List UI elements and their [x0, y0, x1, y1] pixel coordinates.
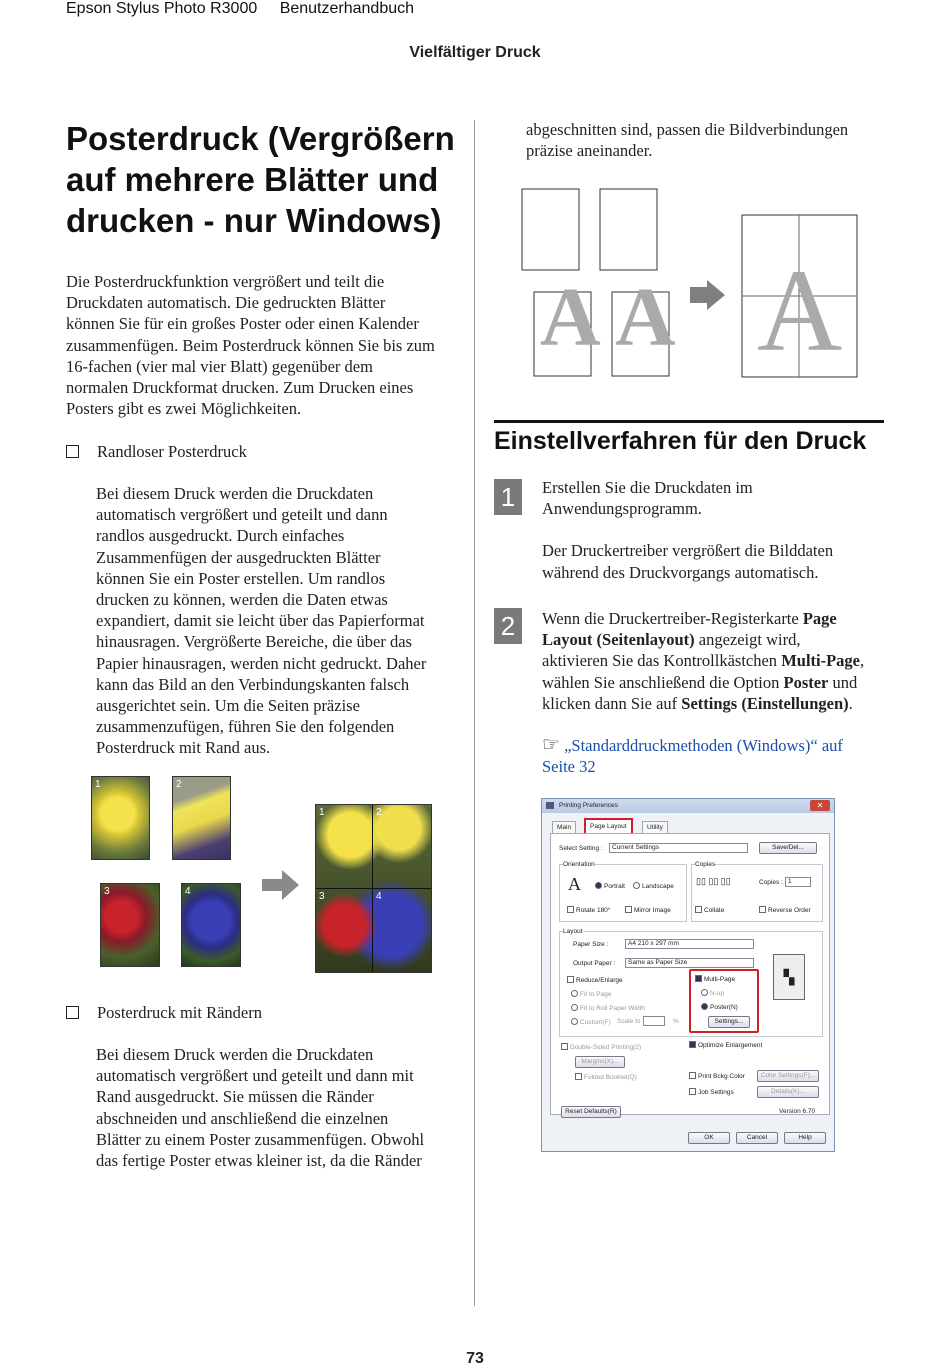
text-line: ausgerichtet sein. Um die Seiten präzise [96, 696, 360, 716]
save-del-button[interactable]: Save/Del... [759, 842, 817, 854]
print-bckg-color-checkbox[interactable]: Print Bckg Color [689, 1072, 745, 1080]
copies-sequence-icon: ▯▯ ▯▯ ▯▯ [696, 876, 731, 886]
details-button[interactable]: Details(K)... [757, 1086, 819, 1098]
text-line: abgeschnitten sind, passen die Bildverbindungen [526, 120, 849, 139]
product-name: Epson Stylus Photo R3000 [66, 0, 258, 17]
fit-to-page-radio[interactable]: Fit to Page [571, 990, 611, 998]
poster-settings-button[interactable]: Settings... [708, 1016, 750, 1028]
checkbox-bullet-icon [66, 1006, 79, 1019]
text-line: randlos ausgedruckt. Durch einfaches [96, 526, 345, 546]
diagram-letter: A [757, 245, 843, 376]
collate-checkbox[interactable]: Collate [695, 906, 724, 914]
checkbox-bullet-icon [66, 445, 79, 458]
tile-number: 3 [104, 886, 110, 897]
version-label: Version 6.70 [779, 1108, 816, 1115]
text-line: Die Posterdruckfunktion vergrößert und teilt die [66, 272, 385, 291]
text-line: zusammenzufügen, führen Sie den folgenden [96, 717, 395, 737]
mirror-checkbox[interactable]: Mirror Image [625, 906, 671, 914]
paper-size-label: Paper Size : [573, 941, 609, 948]
text-line: Anwendungsprogramm. [542, 499, 702, 519]
text-line: normalen Druckformat drucken. Zum Drucken eines [66, 378, 414, 398]
poster-with-margins-diagram [520, 185, 860, 380]
copies-group-label: Copies [695, 861, 716, 868]
continued-paragraph [526, 119, 886, 161]
tile-number: 1 [95, 779, 101, 790]
column-divider [474, 120, 475, 1306]
tile-number: 1 [319, 807, 325, 818]
text-line: während des Druckvorgangs automatisch. [542, 562, 819, 582]
tile-number: 3 [319, 891, 325, 902]
text-line: automatisch vergrößert und geteilt und dann mit [96, 1066, 414, 1086]
copies-input[interactable]: 1 [785, 877, 811, 887]
step-2 [542, 608, 887, 777]
text-line: zusammenfügen. Beim Posterdruck können Sie bis zum [66, 335, 435, 355]
printing-preferences-dialog [541, 798, 835, 1152]
text-line: präzise aneinander. [526, 141, 653, 161]
help-button[interactable]: Help [784, 1132, 826, 1144]
reset-defaults-button[interactable]: Reset Defaults(R) [561, 1106, 621, 1118]
dialog-title: Printing Preferences [559, 802, 618, 809]
text-line: das fertige Poster etwas kleiner ist, da die Ränder [96, 1151, 422, 1171]
output-paper-label: Output Paper : [573, 960, 616, 967]
nup-radio[interactable]: N-up [701, 989, 724, 997]
layout-group-label: Layout [563, 928, 583, 935]
title-line: drucken - nur Windows) [66, 202, 442, 239]
cross-reference-link[interactable] [542, 735, 887, 756]
copies-label: Copies : [759, 879, 783, 886]
text-line: hinausragen. Vergrößerte Bereiche, die über das [96, 632, 412, 652]
tile-photo [91, 776, 150, 860]
close-icon[interactable]: ✕ [810, 800, 830, 811]
printer-icon [546, 802, 554, 809]
running-header [66, 0, 432, 18]
reduce-enlarge-checkbox[interactable]: Reduce/Enlarge [567, 976, 623, 984]
arrow-right-icon [262, 870, 300, 900]
text-line: abschneiden und anschließend die einzelnen [96, 1108, 389, 1128]
intro-paragraph [66, 271, 458, 419]
fit-roll-radio[interactable]: Fit to Roll Paper Width [571, 1004, 645, 1012]
scale-input[interactable] [643, 1016, 665, 1026]
bullet-with-margins [66, 1002, 262, 1023]
bullet-label: Randloser Posterdruck [97, 442, 247, 461]
tile-photo [181, 883, 241, 967]
link-text[interactable]: „Standarddruckmethoden (Windows)“ auf [564, 736, 843, 756]
tab-page-layout[interactable]: Page Layout [584, 818, 633, 836]
text-line: Bei diesem Druck werden die Druckdaten [96, 484, 374, 503]
page-title [66, 118, 466, 241]
text-line: Druckdaten automatisch. Die gedruckten Blätter [66, 293, 386, 313]
double-sided-checkbox[interactable]: Double-Sided Printing(2) [561, 1043, 641, 1051]
text-line: aktivieren Sie das Kontrollkästchen Multi-Page, [542, 651, 865, 671]
percent-label: % [673, 1018, 679, 1025]
arrow-right-icon [690, 280, 725, 310]
diagram-letter: A [540, 271, 601, 364]
landscape-radio[interactable]: Landscape [633, 882, 674, 890]
tile-number: 4 [376, 891, 382, 902]
text-line: Blätter zu einem Poster zusammenfügen. Obwohl [96, 1129, 425, 1149]
text-line: 16-fachen (vier mal vier Blatt) gegenüber dem [66, 356, 373, 376]
page-number: 73 [466, 1350, 484, 1367]
borderless-paragraph [96, 483, 461, 759]
text-line: automatisch vergrößert und geteilt und dann [96, 505, 388, 525]
cancel-button[interactable]: Cancel [736, 1132, 778, 1144]
reverse-order-checkbox[interactable]: Reverse Order [759, 906, 811, 914]
multipage-checkbox[interactable]: Multi-Page [695, 975, 735, 983]
text-line: Posterdruck mit Rand aus. [96, 738, 271, 758]
text-line: Der Druckertreiber vergrößert die Bilddaten [542, 541, 834, 561]
margins-paragraph [96, 1044, 461, 1171]
scale-to-label: Scale to [617, 1018, 641, 1025]
tile-photo [172, 776, 231, 860]
custom-radio[interactable]: Custom(F) [571, 1018, 611, 1026]
tile-number: 2 [176, 779, 182, 790]
tile-photo [100, 883, 160, 967]
diagram-letter: A [615, 271, 676, 364]
margins-button[interactable]: Margins(X)... [575, 1056, 625, 1068]
paper-size-dropdown[interactable]: A4 210 x 297 mm [625, 939, 754, 949]
layout-preview-icon: ▚ [773, 954, 805, 1000]
page-layout-panel [550, 833, 830, 1115]
dialog-titlebar[interactable] [542, 799, 834, 813]
tile-number: 4 [185, 886, 191, 897]
orientation-label: Orientation [563, 861, 595, 868]
tab-utility[interactable]: Utility [642, 821, 668, 834]
section-header: Vielfältiger Druck [409, 44, 541, 61]
optimize-enlargement-checkbox[interactable]: Optimize Enlargement [689, 1041, 762, 1049]
ok-button[interactable]: OK [688, 1132, 730, 1144]
text-line: Zusammenfügen der ausgedruckten Blätter [96, 547, 381, 567]
section-heading: Einstellverfahren für den Druck [494, 420, 884, 456]
select-setting-dropdown[interactable]: Current Settings [609, 843, 748, 853]
text-line: drucken zu können, werden die Daten etwas [96, 590, 388, 610]
tile-number: 2 [376, 807, 382, 818]
text-line: Wenn die Druckertreiber-Registerkarte Page [542, 609, 837, 628]
link-text[interactable]: Seite 32 [542, 757, 596, 777]
step-number: 1 [494, 479, 522, 515]
poster-radio[interactable]: Poster(N) [701, 1003, 738, 1011]
text-line: wählen Sie anschließend die Option Poster und [542, 672, 858, 692]
text-line: Posters gibt es zwei Möglichkeiten. [66, 399, 302, 419]
step-number: 2 [494, 608, 522, 644]
document-name: Benutzerhandbuch [279, 0, 415, 17]
text-line: Erstellen Sie die Druckdaten im [542, 478, 753, 497]
title-line: Posterdruck (Vergrößern [66, 120, 455, 157]
title-line: auf mehrere Blätter und [66, 161, 439, 198]
rotate-checkbox[interactable]: Rotate 180° [567, 906, 610, 914]
color-settings-button[interactable]: Color Settings(F)... [757, 1070, 819, 1082]
orientation-preview-icon: A [568, 874, 581, 894]
step-1 [542, 477, 887, 583]
bullet-borderless [66, 441, 247, 462]
output-paper-dropdown[interactable]: Same as Paper Size [625, 958, 754, 968]
assembled-poster-photo [315, 804, 432, 973]
text-line: Bei diesem Druck werden die Druckdaten [96, 1045, 374, 1064]
hand-pointer-icon: ☞ [542, 734, 560, 757]
text-line: Papier hinausragen, werden nicht gedruckt. Daher [96, 653, 427, 673]
text-line: expandiert, damit sie leicht über das Papierformat [96, 611, 425, 631]
tab-main[interactable]: Main [552, 821, 576, 834]
text-line: klicken dann Sie auf Settings (Einstellungen). [542, 693, 853, 713]
text-line: Layout (Seitenlayout) angezeigt wird, [542, 630, 801, 650]
select-setting-label: Select Setting : [559, 845, 603, 852]
folded-booklet-checkbox[interactable]: Folded Booklet(Q) [575, 1073, 637, 1081]
text-line: können Sie ein Poster erstellen. Um randlos [96, 568, 386, 588]
bullet-label: Posterdruck mit Rändern [97, 1003, 262, 1022]
job-settings-checkbox[interactable]: Job Settings [689, 1088, 734, 1096]
text-line: können Sie für ein großes Poster oder einen Kalender [66, 314, 419, 334]
portrait-radio[interactable]: Portrait [595, 882, 625, 890]
text-line: kann das Bild an den Verbindungskanten falsch [96, 674, 410, 694]
text-line: Rand ausgedruckt. Sie müssen die Ränder [96, 1087, 374, 1107]
